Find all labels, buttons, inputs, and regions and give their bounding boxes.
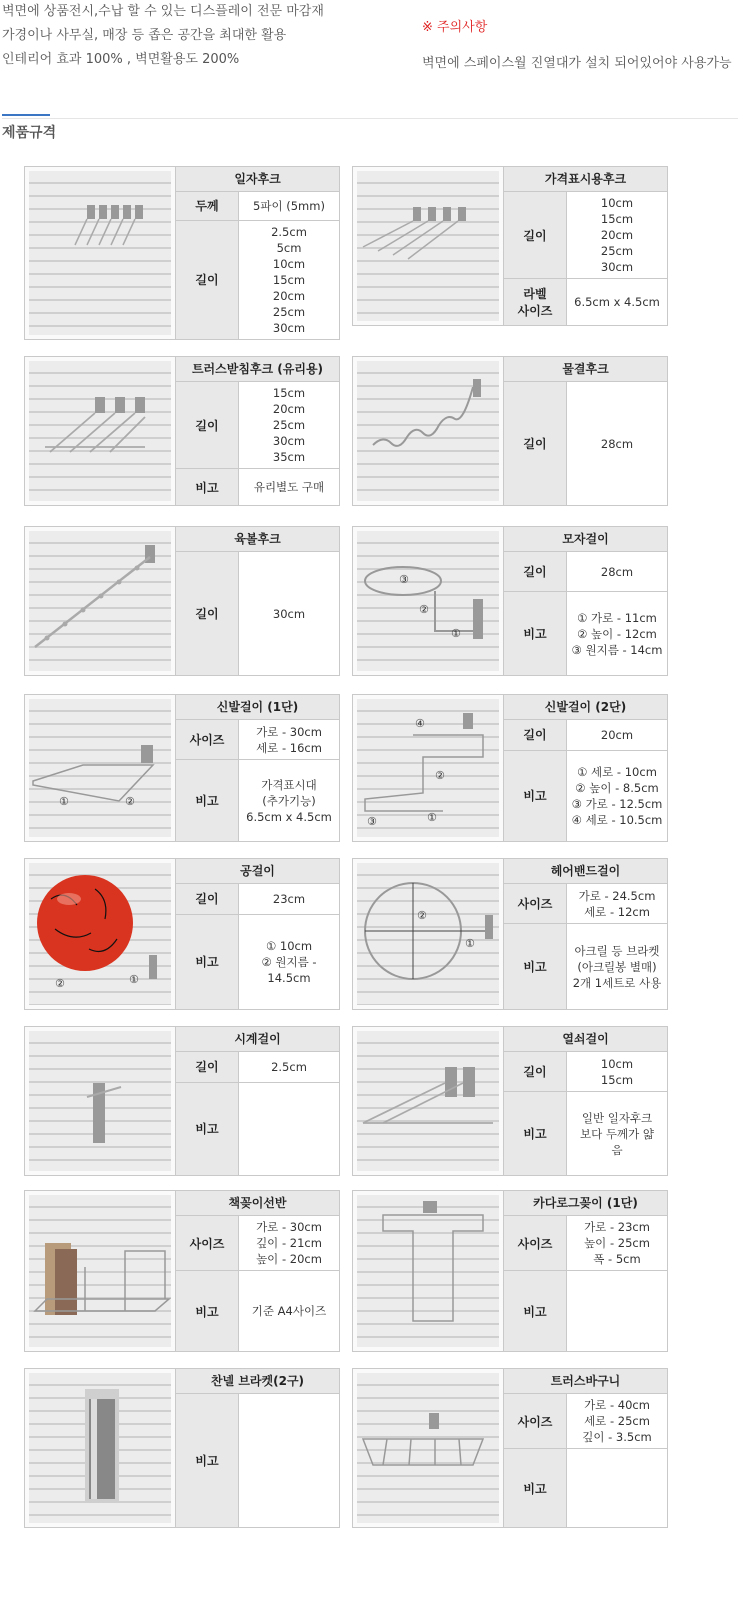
spec-value: 6.5cm x 4.5cm <box>574 295 660 309</box>
product-illustration <box>25 1191 175 1351</box>
spec-row <box>504 924 667 1009</box>
spec-label: 비고 <box>504 1271 567 1351</box>
spec-row <box>504 552 667 592</box>
product-illustration <box>353 357 503 505</box>
product-title: 육볼후크 <box>176 527 339 552</box>
spec-value: 가로 - 30cm 세로 - 16cm <box>256 724 322 755</box>
spec-table <box>504 695 667 841</box>
spec-table <box>176 1027 339 1175</box>
spec-value: ① 가로 - 11cm ② 높이 - 12cm ③ 원지름 - 14cm <box>571 610 663 657</box>
product-illustration <box>25 859 175 1009</box>
product-photo <box>353 1027 504 1175</box>
product-card-hat-hanger <box>352 526 668 676</box>
spec-row <box>504 592 667 675</box>
spec-table <box>504 357 667 505</box>
spec-row <box>504 1394 667 1449</box>
product-illustration <box>353 1191 503 1351</box>
product-card-hairband-hanger <box>352 858 668 1010</box>
spec-label: 비고 <box>176 760 239 841</box>
spec-value: 가로 - 24.5cm 세로 - 12cm <box>578 888 656 919</box>
section-divider <box>2 118 738 119</box>
spec-value: 아크릴 등 브라켓 (아크릴봉 별매) 2개 1세트로 사용 <box>572 943 662 990</box>
spec-label: 비고 <box>176 1394 239 1527</box>
spec-row <box>176 382 339 469</box>
spec-value: 23cm <box>272 891 306 906</box>
spec-row <box>504 884 667 924</box>
spec-label: 길이 <box>504 720 567 750</box>
product-photo <box>353 527 504 675</box>
spec-value: 2.5cm 5cm 10cm 15cm 20cm 25cm 30cm <box>271 224 307 335</box>
spec-label: 길이 <box>176 221 239 339</box>
product-card-six-ball-hook <box>24 526 340 676</box>
spec-row <box>176 1394 339 1527</box>
spec-value: 유리별도 구매 <box>253 480 325 494</box>
spec-value <box>239 1083 339 1175</box>
spec-table <box>504 167 667 325</box>
product-card-ball-hanger <box>24 858 340 1010</box>
spec-label: 사이즈 <box>176 720 239 759</box>
product-photo <box>25 1369 176 1527</box>
spec-row <box>504 1449 667 1527</box>
svg-text:①: ① <box>129 973 139 986</box>
svg-text:②: ② <box>435 769 445 782</box>
spec-label: 길이 <box>176 382 239 468</box>
product-photo <box>353 859 504 1009</box>
spec-label: 비고 <box>504 592 567 675</box>
notice <box>422 16 738 71</box>
spec-value: 28cm <box>600 564 634 579</box>
notice-title: ※ 주의사항 <box>422 20 488 35</box>
svg-text:③: ③ <box>399 573 409 586</box>
product-title: 찬넬 브라켓(2구) <box>176 1369 339 1394</box>
spec-value: ① 10cm ② 원지름 - 14.5cm <box>261 938 317 985</box>
spec-value: ① 세로 - 10cm ② 높이 - 8.5cm ③ 가로 - 12.5cm ④ 세로 - 10.5cm <box>571 764 663 827</box>
spec-value <box>239 1394 339 1527</box>
spec-label: 길이 <box>176 884 239 914</box>
spec-label: 길이 <box>176 1052 239 1082</box>
product-title: 신발걸이 (1단) <box>176 695 339 720</box>
spec-value: 10cm 15cm 20cm 25cm 30cm <box>600 196 634 274</box>
spec-label: 사이즈 <box>176 1216 239 1270</box>
spec-table <box>504 1369 667 1527</box>
product-illustration <box>25 357 175 505</box>
svg-text:④: ④ <box>415 717 425 730</box>
spec-label: 비고 <box>176 1271 239 1351</box>
product-card-truss-hook <box>24 356 340 506</box>
spec-row <box>504 1052 667 1092</box>
spec-table <box>504 859 667 1009</box>
spec-label: 비고 <box>504 1092 567 1175</box>
product-photo <box>25 357 176 505</box>
product-photo <box>353 357 504 505</box>
spec-label: 길이 <box>504 1052 567 1091</box>
spec-label: 길이 <box>176 552 239 675</box>
product-photo <box>25 1027 176 1175</box>
spec-label: 비고 <box>176 915 239 1009</box>
spec-row <box>176 1216 339 1271</box>
spec-value: 가로 - 23cm 높이 - 25cm 폭 - 5cm <box>584 1220 650 1266</box>
spec-row <box>176 720 339 760</box>
spec-value: 가격표시대 (추가기능) 6.5cm x 4.5cm <box>246 777 332 824</box>
spec-table <box>176 1369 339 1527</box>
product-card-clock-hanger <box>24 1026 340 1176</box>
spec-value: 가로 - 40cm 세로 - 25cm 깊이 - 3.5cm <box>582 1398 652 1444</box>
product-photo <box>353 695 504 841</box>
spec-value: 가로 - 30cm 깊이 - 21cm 높이 - 20cm <box>256 1220 322 1266</box>
product-title: 모자걸이 <box>504 527 667 552</box>
product-title: 책꽂이선반 <box>176 1191 339 1216</box>
spec-label: 사이즈 <box>504 1394 567 1448</box>
product-card-straight-hook <box>24 166 340 340</box>
product-illustration <box>353 1369 503 1527</box>
svg-text:②: ② <box>417 909 427 922</box>
product-photo <box>353 167 504 325</box>
product-title: 시계걸이 <box>176 1027 339 1052</box>
product-title: 물결후크 <box>504 357 667 382</box>
product-card-shoe-hanger-1 <box>24 694 340 842</box>
spec-row <box>504 192 667 279</box>
product-photo <box>25 859 176 1009</box>
product-card-channel-bracket <box>24 1368 340 1528</box>
spec-label: 비고 <box>176 1083 239 1175</box>
product-photo <box>353 1191 504 1351</box>
product-title: 가격표시용후크 <box>504 167 667 192</box>
spec-row <box>176 221 339 339</box>
spec-value: 10cm 15cm <box>600 1056 634 1087</box>
product-illustration <box>25 1027 175 1175</box>
product-illustration <box>25 1369 175 1527</box>
product-photo <box>25 695 176 841</box>
spec-row <box>176 884 339 915</box>
svg-text:②: ② <box>125 795 135 808</box>
spec-label: 비고 <box>504 924 567 1009</box>
spec-row <box>176 552 339 675</box>
spec-row <box>176 469 339 505</box>
spec-table <box>504 1027 667 1175</box>
spec-table <box>504 527 667 675</box>
spec-row <box>504 1271 667 1351</box>
spec-label: 길이 <box>504 552 567 591</box>
spec-row <box>176 1083 339 1175</box>
spec-row <box>176 915 339 1009</box>
spec-row <box>504 279 667 325</box>
spec-table <box>176 357 339 505</box>
spec-value: 28cm <box>600 436 634 451</box>
spec-value: 15cm 20cm 25cm 30cm 35cm <box>272 386 306 464</box>
product-illustration <box>353 859 503 1009</box>
spec-label: 길이 <box>504 382 567 505</box>
spec-row <box>176 1052 339 1083</box>
spec-label: 비고 <box>176 469 239 505</box>
spec-label: 사이즈 <box>504 1216 567 1270</box>
spec-row <box>176 192 339 221</box>
section-title: 제품규격 <box>2 125 57 141</box>
spec-row <box>504 1092 667 1175</box>
intro-line: 가경이나 사무실, 매장 등 좁은 공간을 최대한 활용 <box>2 28 287 43</box>
spec-table <box>504 1191 667 1351</box>
product-card-key-hanger <box>352 1026 668 1176</box>
spec-label: 비고 <box>504 751 567 841</box>
spec-value: 5파이 (5mm) <box>253 198 325 213</box>
svg-text:①: ① <box>59 795 69 808</box>
spec-label: 라벨 사이즈 <box>504 279 567 325</box>
product-photo <box>25 167 176 339</box>
product-card-truss-basket <box>352 1368 668 1528</box>
spec-label: 두께 <box>176 192 239 220</box>
svg-text:②: ② <box>419 603 429 616</box>
spec-label: 비고 <box>504 1449 567 1527</box>
spec-row <box>176 760 339 841</box>
product-title: 트러스받침후크 (유리용) <box>176 357 339 382</box>
product-title: 신발걸이 (2단) <box>504 695 667 720</box>
spec-value: 20cm <box>600 727 634 742</box>
svg-text:③: ③ <box>367 815 377 828</box>
product-card-shoe-hanger-2 <box>352 694 668 842</box>
intro-line: 벽면에 상품전시,수납 할 수 있는 디스플레이 전문 마감재 <box>2 4 324 19</box>
spec-row <box>504 751 667 841</box>
intro-text <box>2 0 402 72</box>
spec-value: 일반 일자후크 보다 두께가 얇 음 <box>580 1110 654 1157</box>
product-illustration <box>25 527 175 675</box>
svg-text:①: ① <box>427 811 437 824</box>
spec-row <box>504 382 667 505</box>
svg-text:①: ① <box>465 937 475 950</box>
svg-text:①: ① <box>451 627 461 640</box>
spec-value <box>567 1271 667 1351</box>
product-title: 공걸이 <box>176 859 339 884</box>
product-title: 열쇠걸이 <box>504 1027 667 1052</box>
spec-value <box>567 1449 667 1527</box>
spec-label: 길이 <box>504 192 567 278</box>
product-card-book-shelf <box>24 1190 340 1352</box>
product-photo <box>25 1191 176 1351</box>
spec-table <box>176 1191 339 1351</box>
product-title: 카다로그꽂이 (1단) <box>504 1191 667 1216</box>
spec-row <box>504 1216 667 1271</box>
section-accent-bar <box>2 114 50 116</box>
svg-text:②: ② <box>55 977 65 990</box>
spec-value: 2.5cm <box>271 1059 307 1074</box>
spec-label: 사이즈 <box>504 884 567 923</box>
product-illustration <box>353 695 503 841</box>
product-title: 트러스바구니 <box>504 1369 667 1394</box>
product-illustration <box>353 527 503 675</box>
spec-table <box>176 859 339 1009</box>
spec-row <box>176 1271 339 1351</box>
product-illustration <box>25 695 175 841</box>
intro-line: 인테리어 효과 100% , 벽면활용도 200% <box>2 52 240 67</box>
product-card-price-tag-hook <box>352 166 668 326</box>
product-photo <box>25 527 176 675</box>
product-illustration <box>25 167 175 339</box>
product-illustration <box>353 167 503 325</box>
spec-table <box>176 527 339 675</box>
product-illustration <box>353 1027 503 1175</box>
product-photo <box>353 1369 504 1527</box>
product-title: 일자후크 <box>176 167 339 192</box>
spec-value: 30cm <box>272 606 306 621</box>
spec-value: 기준 A4사이즈 <box>251 1304 327 1318</box>
product-card-wave-hook <box>352 356 668 506</box>
notice-text: 벽면에 스페이스월 진열대가 설치 되어있어야 사용가능 <box>422 56 732 71</box>
spec-table <box>176 695 339 841</box>
product-title: 헤어밴드걸이 <box>504 859 667 884</box>
spec-row <box>504 720 667 751</box>
product-card-catalog-holder <box>352 1190 668 1352</box>
spec-table <box>176 167 339 339</box>
